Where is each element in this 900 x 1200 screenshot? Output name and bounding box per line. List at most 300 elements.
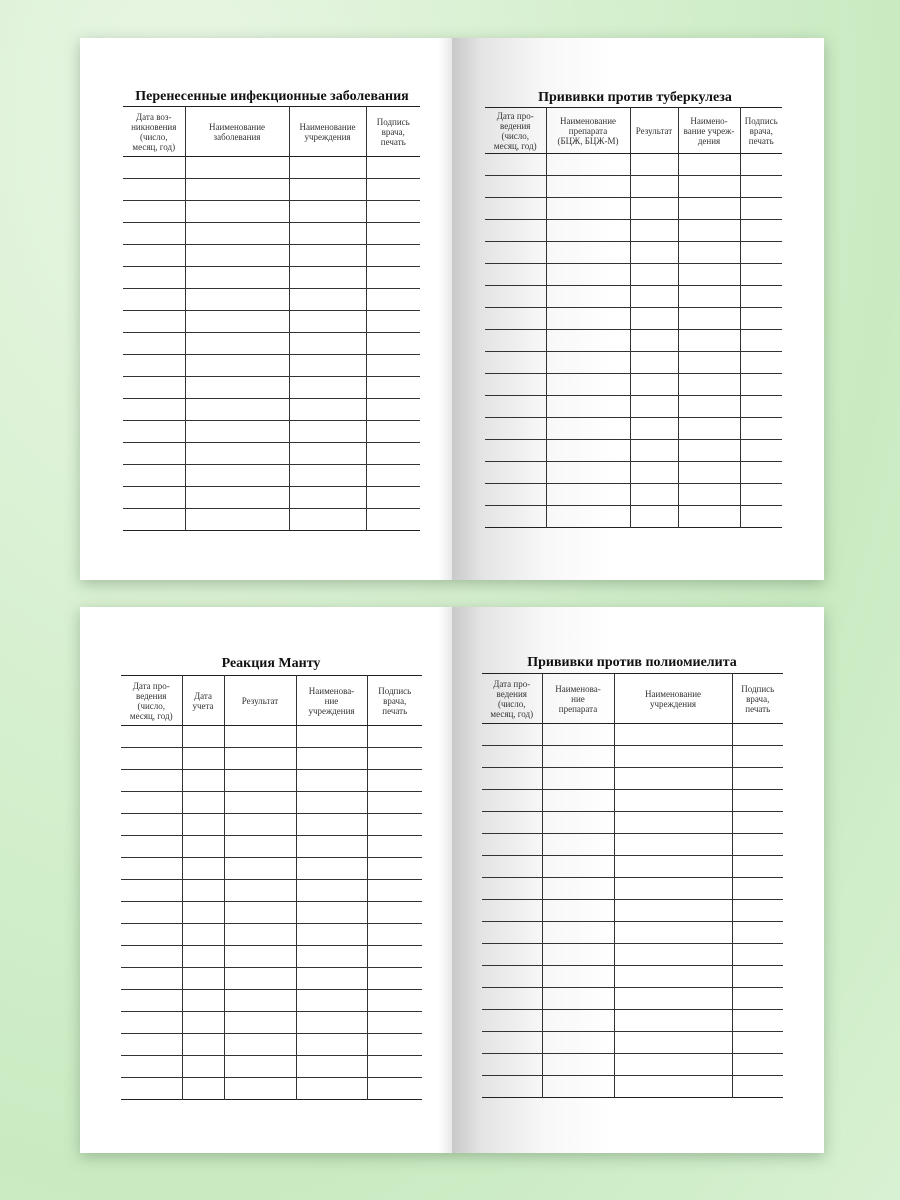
table-cell[interactable] (732, 1054, 783, 1076)
table-cell[interactable] (185, 201, 289, 223)
table-cell[interactable] (485, 264, 546, 286)
table-cell[interactable] (289, 245, 366, 267)
table-cell[interactable] (289, 487, 366, 509)
table-cell[interactable] (732, 790, 783, 812)
table-cell[interactable] (224, 946, 296, 968)
table-cell[interactable] (546, 330, 630, 352)
table-cell[interactable] (123, 487, 185, 509)
table-cell[interactable] (224, 990, 296, 1012)
table-cell[interactable] (185, 443, 289, 465)
table-cell[interactable] (123, 399, 185, 421)
table-cell[interactable] (296, 792, 367, 814)
table-cell[interactable] (366, 487, 420, 509)
table-cell[interactable] (630, 242, 678, 264)
table-cell[interactable] (482, 724, 542, 746)
table-cell[interactable] (182, 770, 224, 792)
table-cell[interactable] (123, 421, 185, 443)
table-cell[interactable] (296, 726, 367, 748)
table-cell[interactable] (740, 220, 782, 242)
table-cell[interactable] (630, 330, 678, 352)
table-cell[interactable] (482, 944, 542, 966)
table-cell[interactable] (185, 245, 289, 267)
table-cell[interactable] (289, 289, 366, 311)
table-cell[interactable] (630, 308, 678, 330)
table-cell[interactable] (485, 396, 546, 418)
table-cell[interactable] (224, 1034, 296, 1056)
table-cell[interactable] (182, 858, 224, 880)
table-cell[interactable] (121, 792, 182, 814)
table-cell[interactable] (485, 440, 546, 462)
table-cell[interactable] (678, 286, 740, 308)
table-cell[interactable] (678, 462, 740, 484)
table-cell[interactable] (678, 198, 740, 220)
table-cell[interactable] (614, 922, 732, 944)
table-cell[interactable] (630, 264, 678, 286)
table-cell[interactable] (182, 902, 224, 924)
table-cell[interactable] (224, 902, 296, 924)
table-cell[interactable] (224, 770, 296, 792)
table-cell[interactable] (482, 1076, 542, 1098)
table-cell[interactable] (123, 333, 185, 355)
table-cell[interactable] (485, 484, 546, 506)
table-cell[interactable] (485, 220, 546, 242)
table-cell[interactable] (630, 176, 678, 198)
table-cell[interactable] (296, 858, 367, 880)
table-cell[interactable] (123, 179, 185, 201)
table-cell[interactable] (367, 902, 422, 924)
table-cell[interactable] (367, 880, 422, 902)
table-cell[interactable] (614, 812, 732, 834)
table-cell[interactable] (740, 308, 782, 330)
table-cell[interactable] (614, 1032, 732, 1054)
table-cell[interactable] (367, 924, 422, 946)
table-cell[interactable] (740, 374, 782, 396)
table-cell[interactable] (224, 858, 296, 880)
table-cell[interactable] (542, 746, 614, 768)
table-cell[interactable] (740, 264, 782, 286)
table-cell[interactable] (121, 814, 182, 836)
table-cell[interactable] (630, 198, 678, 220)
table-cell[interactable] (485, 330, 546, 352)
table-cell[interactable] (367, 748, 422, 770)
table-cell[interactable] (482, 746, 542, 768)
table-cell[interactable] (182, 836, 224, 858)
table-cell[interactable] (485, 242, 546, 264)
table-cell[interactable] (614, 1010, 732, 1032)
table-cell[interactable] (546, 220, 630, 242)
table-cell[interactable] (546, 154, 630, 176)
table-cell[interactable] (289, 201, 366, 223)
table-cell[interactable] (224, 880, 296, 902)
table-cell[interactable] (614, 856, 732, 878)
table-cell[interactable] (123, 443, 185, 465)
table-cell[interactable] (678, 418, 740, 440)
table-cell[interactable] (542, 988, 614, 1010)
table-cell[interactable] (182, 880, 224, 902)
table-cell[interactable] (542, 724, 614, 746)
table-cell[interactable] (123, 201, 185, 223)
table-cell[interactable] (546, 308, 630, 330)
table-cell[interactable] (740, 396, 782, 418)
table-cell[interactable] (121, 924, 182, 946)
table-cell[interactable] (546, 176, 630, 198)
table-cell[interactable] (121, 902, 182, 924)
table-cell[interactable] (367, 1012, 422, 1034)
table-cell[interactable] (296, 902, 367, 924)
table-cell[interactable] (740, 440, 782, 462)
table-cell[interactable] (367, 1078, 422, 1100)
table-cell[interactable] (182, 748, 224, 770)
table-cell[interactable] (121, 1078, 182, 1100)
table-cell[interactable] (224, 814, 296, 836)
table-cell[interactable] (740, 462, 782, 484)
table-cell[interactable] (296, 836, 367, 858)
table-cell[interactable] (630, 352, 678, 374)
table-cell[interactable] (542, 834, 614, 856)
table-cell[interactable] (296, 1034, 367, 1056)
table-cell[interactable] (367, 968, 422, 990)
table-cell[interactable] (121, 858, 182, 880)
table-cell[interactable] (732, 856, 783, 878)
table-cell[interactable] (121, 748, 182, 770)
table-cell[interactable] (630, 418, 678, 440)
table-cell[interactable] (182, 726, 224, 748)
table-cell[interactable] (614, 834, 732, 856)
table-cell[interactable] (482, 768, 542, 790)
table-cell[interactable] (546, 418, 630, 440)
table-cell[interactable] (482, 790, 542, 812)
table-cell[interactable] (185, 289, 289, 311)
table-cell[interactable] (614, 878, 732, 900)
table-cell[interactable] (366, 355, 420, 377)
table-cell[interactable] (296, 770, 367, 792)
table-cell[interactable] (367, 858, 422, 880)
table-cell[interactable] (289, 509, 366, 531)
table-cell[interactable] (485, 418, 546, 440)
table-cell[interactable] (296, 814, 367, 836)
table-cell[interactable] (121, 726, 182, 748)
table-cell[interactable] (182, 1078, 224, 1100)
table-cell[interactable] (366, 399, 420, 421)
table-cell[interactable] (296, 968, 367, 990)
table-cell[interactable] (546, 484, 630, 506)
table-cell[interactable] (366, 201, 420, 223)
table-cell[interactable] (482, 834, 542, 856)
table-cell[interactable] (678, 484, 740, 506)
table-cell[interactable] (732, 1032, 783, 1054)
table-cell[interactable] (121, 968, 182, 990)
table-cell[interactable] (185, 333, 289, 355)
table-cell[interactable] (614, 790, 732, 812)
table-cell[interactable] (121, 770, 182, 792)
table-cell[interactable] (485, 308, 546, 330)
table-cell[interactable] (366, 311, 420, 333)
table-cell[interactable] (224, 748, 296, 770)
table-cell[interactable] (482, 900, 542, 922)
table-cell[interactable] (366, 421, 420, 443)
table-cell[interactable] (678, 506, 740, 528)
table-cell[interactable] (740, 506, 782, 528)
table-cell[interactable] (289, 333, 366, 355)
table-cell[interactable] (182, 990, 224, 1012)
table-cell[interactable] (542, 944, 614, 966)
table-cell[interactable] (485, 176, 546, 198)
table-cell[interactable] (123, 157, 185, 179)
table-cell[interactable] (289, 421, 366, 443)
table-cell[interactable] (367, 990, 422, 1012)
table-cell[interactable] (224, 1078, 296, 1100)
table-cell[interactable] (121, 880, 182, 902)
table-cell[interactable] (366, 289, 420, 311)
table-cell[interactable] (678, 154, 740, 176)
table-cell[interactable] (732, 834, 783, 856)
table-cell[interactable] (482, 856, 542, 878)
table-cell[interactable] (482, 988, 542, 1010)
table-cell[interactable] (485, 154, 546, 176)
table-cell[interactable] (630, 286, 678, 308)
table-cell[interactable] (485, 198, 546, 220)
table-cell[interactable] (366, 333, 420, 355)
table-cell[interactable] (224, 726, 296, 748)
table-cell[interactable] (542, 922, 614, 944)
table-cell[interactable] (185, 421, 289, 443)
table-cell[interactable] (224, 792, 296, 814)
table-cell[interactable] (678, 308, 740, 330)
table-cell[interactable] (185, 157, 289, 179)
table-cell[interactable] (123, 289, 185, 311)
table-cell[interactable] (185, 509, 289, 531)
table-cell[interactable] (740, 352, 782, 374)
table-cell[interactable] (614, 944, 732, 966)
table-cell[interactable] (182, 792, 224, 814)
table-cell[interactable] (366, 377, 420, 399)
table-cell[interactable] (482, 1032, 542, 1054)
table-cell[interactable] (185, 311, 289, 333)
table-cell[interactable] (185, 355, 289, 377)
table-cell[interactable] (678, 396, 740, 418)
table-cell[interactable] (366, 179, 420, 201)
table-cell[interactable] (182, 946, 224, 968)
table-cell[interactable] (182, 968, 224, 990)
table-cell[interactable] (289, 377, 366, 399)
table-cell[interactable] (542, 856, 614, 878)
table-cell[interactable] (121, 836, 182, 858)
table-cell[interactable] (289, 443, 366, 465)
table-cell[interactable] (630, 154, 678, 176)
table-cell[interactable] (367, 770, 422, 792)
table-cell[interactable] (123, 311, 185, 333)
table-cell[interactable] (289, 399, 366, 421)
table-cell[interactable] (740, 418, 782, 440)
table-cell[interactable] (614, 768, 732, 790)
table-cell[interactable] (678, 374, 740, 396)
table-cell[interactable] (542, 900, 614, 922)
table-cell[interactable] (678, 220, 740, 242)
table-cell[interactable] (546, 198, 630, 220)
table-cell[interactable] (121, 1056, 182, 1078)
table-cell[interactable] (630, 484, 678, 506)
table-cell[interactable] (296, 1078, 367, 1100)
table-cell[interactable] (740, 198, 782, 220)
table-cell[interactable] (367, 1034, 422, 1056)
table-cell[interactable] (678, 352, 740, 374)
table-cell[interactable] (185, 223, 289, 245)
table-cell[interactable] (542, 1054, 614, 1076)
table-cell[interactable] (123, 223, 185, 245)
table-cell[interactable] (185, 267, 289, 289)
table-cell[interactable] (367, 836, 422, 858)
table-cell[interactable] (123, 465, 185, 487)
table-cell[interactable] (732, 1010, 783, 1032)
table-cell[interactable] (485, 286, 546, 308)
table-cell[interactable] (296, 990, 367, 1012)
table-cell[interactable] (121, 990, 182, 1012)
table-cell[interactable] (367, 726, 422, 748)
table-cell[interactable] (182, 1034, 224, 1056)
table-cell[interactable] (366, 223, 420, 245)
table-cell[interactable] (614, 724, 732, 746)
table-cell[interactable] (224, 836, 296, 858)
table-cell[interactable] (296, 880, 367, 902)
table-cell[interactable] (542, 812, 614, 834)
table-cell[interactable] (296, 1012, 367, 1034)
table-cell[interactable] (614, 1076, 732, 1098)
table-cell[interactable] (740, 242, 782, 264)
table-cell[interactable] (732, 988, 783, 1010)
table-cell[interactable] (366, 157, 420, 179)
table-cell[interactable] (296, 946, 367, 968)
table-cell[interactable] (546, 286, 630, 308)
table-cell[interactable] (732, 878, 783, 900)
table-cell[interactable] (546, 242, 630, 264)
table-cell[interactable] (185, 399, 289, 421)
table-cell[interactable] (366, 465, 420, 487)
table-cell[interactable] (546, 396, 630, 418)
table-cell[interactable] (740, 286, 782, 308)
table-cell[interactable] (740, 484, 782, 506)
table-cell[interactable] (289, 157, 366, 179)
table-cell[interactable] (289, 179, 366, 201)
table-cell[interactable] (732, 1076, 783, 1098)
table-cell[interactable] (482, 966, 542, 988)
table-cell[interactable] (614, 900, 732, 922)
table-cell[interactable] (367, 792, 422, 814)
table-cell[interactable] (185, 465, 289, 487)
table-cell[interactable] (123, 245, 185, 267)
table-cell[interactable] (546, 440, 630, 462)
table-cell[interactable] (224, 924, 296, 946)
table-cell[interactable] (732, 944, 783, 966)
table-cell[interactable] (482, 1054, 542, 1076)
table-cell[interactable] (630, 440, 678, 462)
table-cell[interactable] (732, 812, 783, 834)
table-cell[interactable] (678, 242, 740, 264)
table-cell[interactable] (182, 1056, 224, 1078)
table-cell[interactable] (367, 814, 422, 836)
table-cell[interactable] (542, 1076, 614, 1098)
table-cell[interactable] (121, 946, 182, 968)
table-cell[interactable] (630, 396, 678, 418)
table-cell[interactable] (614, 988, 732, 1010)
table-cell[interactable] (678, 440, 740, 462)
table-cell[interactable] (740, 330, 782, 352)
table-cell[interactable] (224, 1056, 296, 1078)
table-cell[interactable] (546, 506, 630, 528)
table-cell[interactable] (296, 748, 367, 770)
table-cell[interactable] (614, 966, 732, 988)
table-cell[interactable] (740, 176, 782, 198)
table-cell[interactable] (121, 1034, 182, 1056)
table-cell[interactable] (546, 264, 630, 286)
table-cell[interactable] (224, 1012, 296, 1034)
table-cell[interactable] (740, 154, 782, 176)
table-cell[interactable] (123, 377, 185, 399)
table-cell[interactable] (296, 1056, 367, 1078)
table-cell[interactable] (482, 1010, 542, 1032)
table-cell[interactable] (182, 1012, 224, 1034)
table-cell[interactable] (732, 900, 783, 922)
table-cell[interactable] (678, 176, 740, 198)
table-cell[interactable] (366, 267, 420, 289)
table-cell[interactable] (224, 968, 296, 990)
table-cell[interactable] (542, 1010, 614, 1032)
table-cell[interactable] (630, 220, 678, 242)
table-cell[interactable] (289, 267, 366, 289)
table-cell[interactable] (123, 355, 185, 377)
table-cell[interactable] (367, 1056, 422, 1078)
table-cell[interactable] (732, 922, 783, 944)
table-cell[interactable] (546, 352, 630, 374)
table-cell[interactable] (367, 946, 422, 968)
table-cell[interactable] (546, 374, 630, 396)
table-cell[interactable] (366, 443, 420, 465)
table-cell[interactable] (366, 509, 420, 531)
table-cell[interactable] (630, 374, 678, 396)
table-cell[interactable] (630, 506, 678, 528)
table-cell[interactable] (185, 377, 289, 399)
table-cell[interactable] (485, 374, 546, 396)
table-cell[interactable] (289, 465, 366, 487)
table-cell[interactable] (485, 506, 546, 528)
table-cell[interactable] (289, 223, 366, 245)
table-cell[interactable] (185, 179, 289, 201)
table-cell[interactable] (732, 768, 783, 790)
table-cell[interactable] (185, 487, 289, 509)
table-cell[interactable] (366, 245, 420, 267)
table-cell[interactable] (482, 878, 542, 900)
table-cell[interactable] (678, 330, 740, 352)
table-cell[interactable] (121, 1012, 182, 1034)
table-cell[interactable] (482, 922, 542, 944)
table-cell[interactable] (123, 267, 185, 289)
table-cell[interactable] (614, 1054, 732, 1076)
table-cell[interactable] (542, 966, 614, 988)
table-cell[interactable] (182, 924, 224, 946)
table-cell[interactable] (485, 352, 546, 374)
table-cell[interactable] (678, 264, 740, 286)
table-cell[interactable] (289, 355, 366, 377)
table-cell[interactable] (123, 509, 185, 531)
table-cell[interactable] (732, 746, 783, 768)
table-cell[interactable] (542, 790, 614, 812)
table-cell[interactable] (182, 814, 224, 836)
table-cell[interactable] (542, 878, 614, 900)
table-cell[interactable] (289, 311, 366, 333)
table-cell[interactable] (732, 966, 783, 988)
table-cell[interactable] (485, 462, 546, 484)
table-cell[interactable] (482, 812, 542, 834)
table-cell[interactable] (542, 768, 614, 790)
